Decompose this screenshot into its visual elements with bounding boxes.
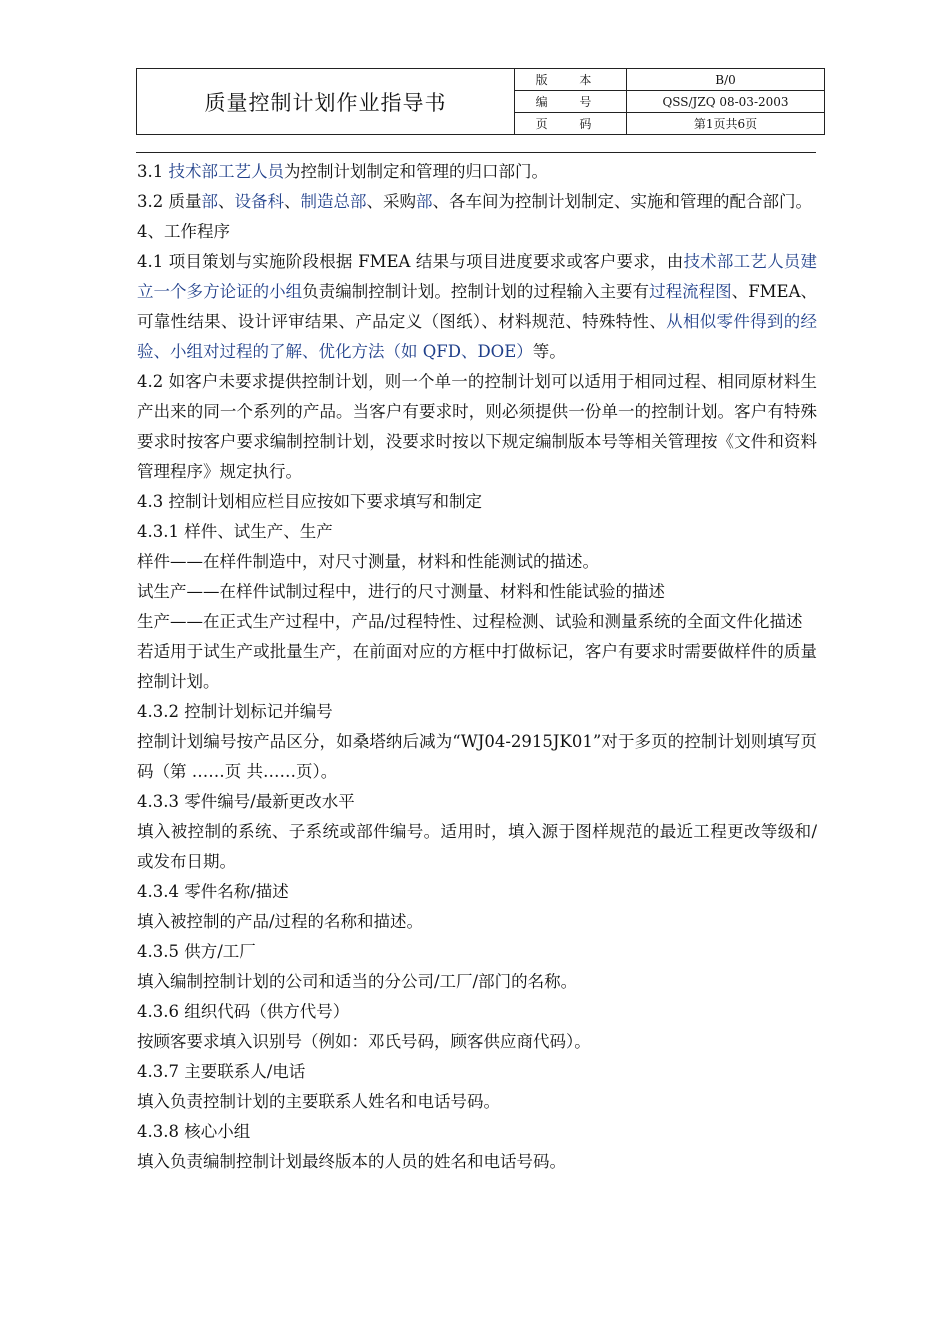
- text-run: 4.1 项目策划与实施阶段根据 FMEA 结果与项目进度要求或客户要求，由: [137, 252, 684, 271]
- paragraph-applicability: 若适用于试生产或批量生产，在前面对应的方框中打做标记，客户有要求时需要做样件的质量控制计划。: [137, 642, 817, 691]
- paragraph-org-code: 按顾客要求填入识别号（例如：邓氏号码，顾客供应商代码）。: [137, 1032, 591, 1051]
- paragraph-numbering: 控制计划编号按产品区分，如桑塔纳后减为“WJ04-2915JK01”对于多页的控制计划则填写页码（第 ……页 共……页）。: [137, 732, 817, 781]
- version-value: B/0: [627, 69, 825, 91]
- paragraph-contact: 填入负责控制计划的主要联系人姓名和电话号码。: [137, 1092, 500, 1111]
- header-divider: [136, 152, 816, 153]
- highlight-text: 技术部工艺人员: [168, 162, 284, 181]
- heading-4-3-2: 4.3.2 控制计划标记并编号: [137, 702, 333, 721]
- paragraph-supplier: 填入编制控制计划的公司和适当的分公司/工厂/部门的名称。: [137, 972, 578, 991]
- page-label: 页 码: [515, 113, 627, 135]
- text-run: 等。: [532, 342, 566, 361]
- section-heading-4: 4、工作程序: [137, 222, 230, 241]
- heading-4-3-5: 4.3.5 供方/工厂: [137, 942, 256, 961]
- paragraph-trial-production: 试生产——在样件试制过程中，进行的尺寸测量、材料和性能试验的描述: [137, 582, 665, 601]
- page-value: 第1页共6页: [627, 113, 825, 135]
- document-header-table: [136, 68, 825, 135]
- paragraph-sample: 样件——在样件制造中，对尺寸测量，材料和性能测试的描述。: [137, 552, 599, 571]
- paragraph-part-name: 填入被控制的产品/过程的名称和描述。: [137, 912, 424, 931]
- text-run: 、: [218, 192, 235, 211]
- paragraph-3-2: [137, 187, 817, 217]
- text-run: 、各车间为控制计划制定、实施和管理的配合部门。: [432, 192, 812, 211]
- paragraph-core-team: 填入负责编制控制计划最终版本的人员的姓名和电话号码。: [137, 1152, 566, 1171]
- text-run: 负责编制控制计划。控制计划的过程输入主要有: [302, 282, 650, 301]
- highlight-text: 制造总部: [300, 192, 367, 211]
- paragraph-3-1: [137, 157, 817, 187]
- text-run: 、FMEA、可靠性结果、设计评审结果、产品定义（图纸）、材料规范、特殊特性、: [137, 282, 818, 331]
- paragraph-4-1: [137, 247, 817, 367]
- number-value: QSS/JZQ 08-03-2003: [627, 91, 825, 113]
- text-run: 、采购: [366, 192, 416, 211]
- text-run: 3.1: [137, 162, 169, 181]
- highlight-text: 技术部工艺人员建立一个多方论证的小组: [137, 252, 818, 301]
- highlight-text: 过程流程图: [649, 282, 732, 301]
- heading-4-3-8: 4.3.8 核心小组: [137, 1122, 251, 1141]
- document-body: [137, 157, 817, 1177]
- highlight-text: 部: [416, 192, 433, 211]
- heading-4-3-7: 4.3.7 主要联系人/电话: [137, 1062, 306, 1081]
- text-run: 、: [284, 192, 301, 211]
- heading-4-3-4: 4.3.4 零件名称/描述: [137, 882, 289, 901]
- highlight-text: 设备科: [234, 192, 284, 211]
- paragraph-part-number: 填入被控制的系统、子系统或部件编号。适用时，填入源于图样规范的最近工程更改等级和/或发布日期。: [137, 822, 817, 871]
- number-label: 编 号: [515, 91, 627, 113]
- paragraph-production: 生产——在正式生产过程中，产品/过程特性、过程检测、试验和测量系统的全面文件化描述: [137, 612, 803, 631]
- heading-4-3: 4.3 控制计划相应栏目应按如下要求填写和制定: [137, 492, 482, 511]
- version-label: 版 本: [515, 69, 627, 91]
- text-run: 3.2 质量: [137, 192, 202, 211]
- highlight-text: 部: [201, 192, 218, 211]
- heading-4-3-1: 4.3.1 样件、试生产、生产: [137, 522, 333, 541]
- highlight-text: 从相似零件得到的经验、小组对过程的了解、优化方法（如 QFD、DOE）: [137, 312, 818, 361]
- document-title: 质量控制计划作业指导书: [137, 69, 515, 135]
- heading-4-3-3: 4.3.3 零件编号/最新更改水平: [137, 792, 355, 811]
- paragraph-4-2: 4.2 如客户未要求提供控制计划，则一个单一的控制计划可以适用于相同过程、相同原材料生产出来的同一个系列的产品。当客户有要求时，则必须提供一份单一的控制计划。客户有特殊要求时按客户要求编制控制计划，没要求时按以下规定编制版本号等相关管理按《文件和资料管理程序》规定执行。: [137, 372, 817, 481]
- heading-4-3-6: 4.3.6 组织代码（供方代号）: [137, 1002, 350, 1021]
- text-run: 为控制计划制定和管理的归口部门。: [284, 162, 548, 181]
